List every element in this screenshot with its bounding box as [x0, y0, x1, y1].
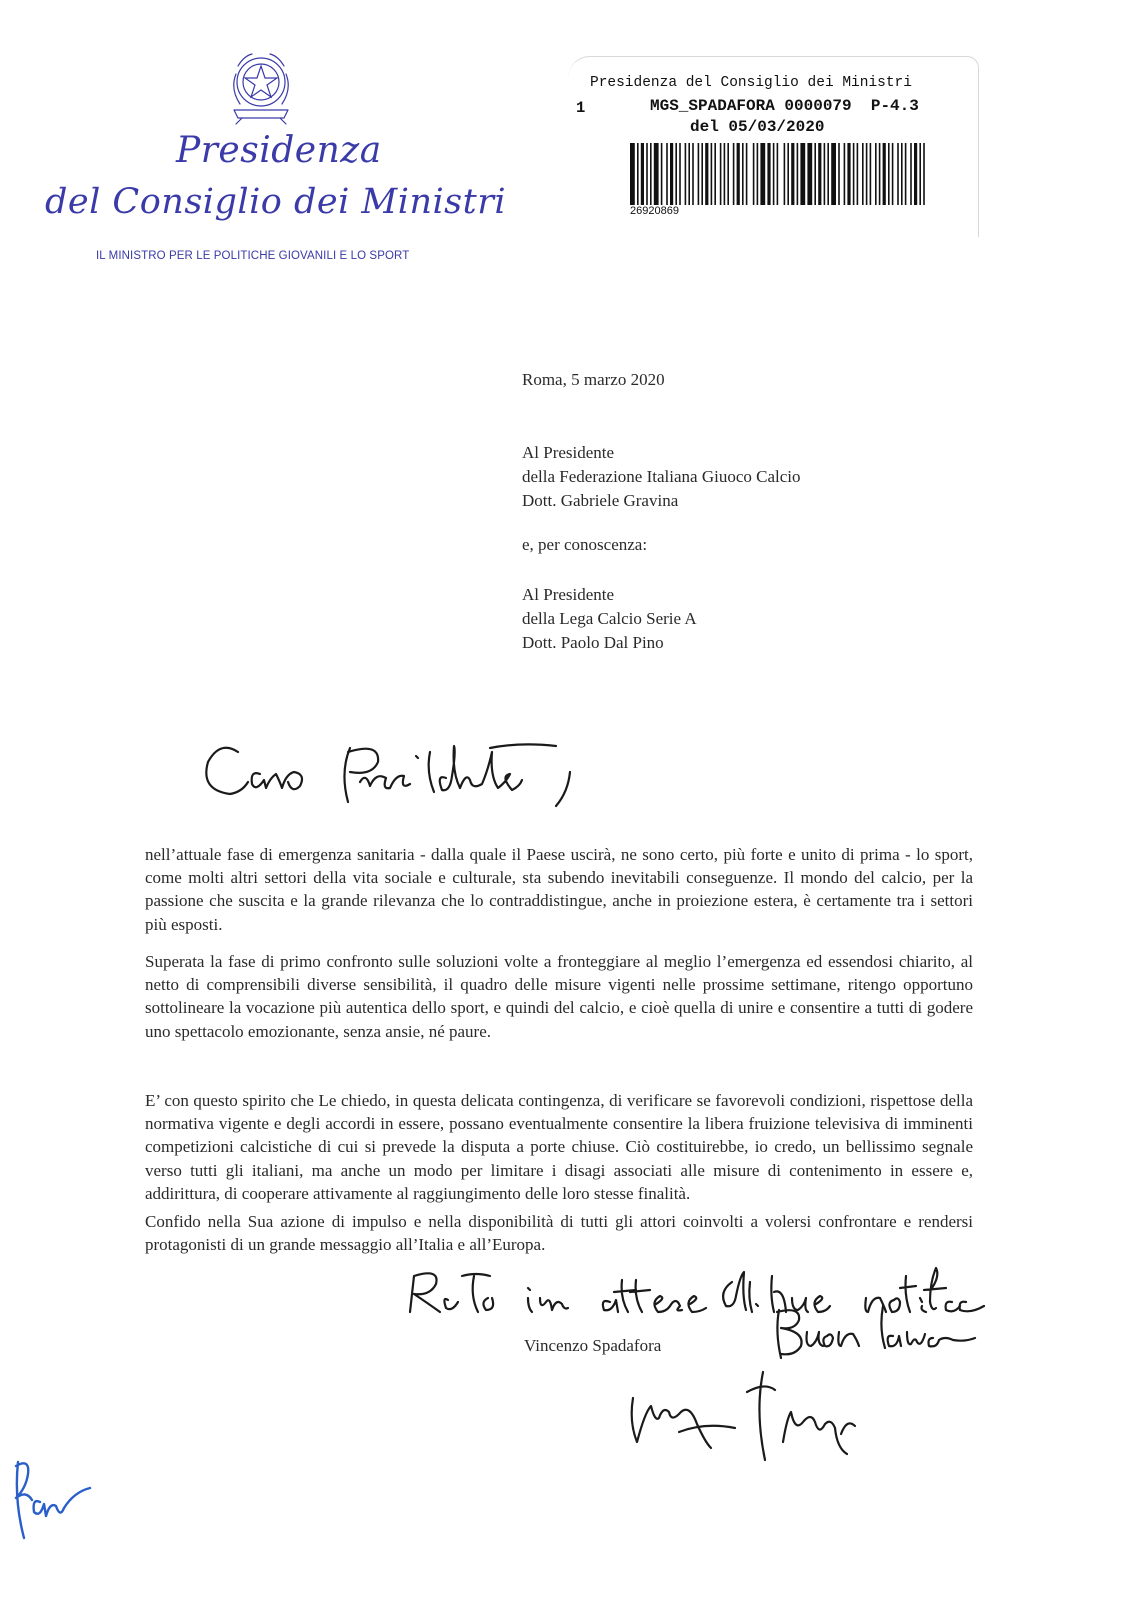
- signer-name: Vincenzo Spadafora: [524, 1336, 662, 1355]
- letterhead-title-line2: del Consiglio dei Ministri: [45, 182, 507, 222]
- recipient-line: della Federazione Italiana Giuoco Calcio: [522, 467, 801, 486]
- body-paragraph: Confido nella Sua azione di impulso e nella disponibilità di tutti gli attori coinvolti a volersi confrontare e rendersi protagonisti di un grande messaggio all’Italia e all’Europa.: [145, 1212, 973, 1255]
- recipient-line: Al Presidente: [522, 443, 615, 462]
- barcode-number: 26920869: [630, 205, 679, 217]
- cc-recipient-line: Dott. Paolo Dal Pino: [522, 633, 664, 652]
- handwritten-wish: [765, 1302, 985, 1362]
- margin-initials: [10, 1450, 100, 1550]
- handwritten-salutation: [190, 712, 590, 812]
- recipient-line: Dott. Gabriele Gravina: [522, 491, 679, 510]
- cc-recipient-line: Al Presidente: [522, 585, 615, 604]
- italian-republic-emblem-icon: [222, 44, 300, 126]
- recipient-block: [522, 441, 801, 513]
- barcode: [630, 143, 926, 205]
- protocol-copy-number: 1: [576, 99, 586, 117]
- protocol-date: del 05/03/2020: [690, 118, 825, 136]
- cc-label: e, per conoscenza:: [522, 535, 648, 554]
- protocol-number: MGS_SPADAFORA 0000079 P-4.3: [650, 97, 919, 115]
- protocol-office: Presidenza del Consiglio dei Ministri: [590, 75, 912, 91]
- letterhead-subtitle: IL MINISTRO PER LE POLITICHE GIOVANILI E LO SPORT: [96, 250, 410, 262]
- body-paragraph: nell’attuale fase di emergenza sanitaria - dalla quale il Paese uscirà, ne sono certo, più forte e unito di prima - lo sport, come molti altri settori della vita sociale e culturale, sta subendo inevitabili conseguenze. Il mondo del calcio, per la passione che suscita e la grande rilevanza che lo contraddistingue, anche in proiezione estera, è certamente tra i settori più esposti.: [145, 845, 973, 934]
- cc-recipient-line: della Lega Calcio Serie A: [522, 609, 697, 628]
- letterhead-title-line1: Presidenza: [176, 130, 382, 171]
- place-date: Roma, 5 marzo 2020: [522, 370, 665, 389]
- cc-recipient-block: [522, 583, 697, 655]
- handwritten-signature: [615, 1362, 915, 1462]
- body-paragraph: E’ con questo spirito che Le chiedo, in questa delicata contingenza, di verificare se favorevoli condizioni, rispettose della normativa vigente e degli accordi in essere, possano eventualmente consentire la libera fruizione televisiva di imminenti competizioni calcistiche di cui si prevede la disputa a porte chiuse. Ciò costituirebbe, io credo, un bellissimo segnale verso tutti gli italiani, ma anche un modo per limitare i disagi associati alle misure di contenimento in essere e, addirittura, di cooperare attivamente al raggiungimento delle loro stesse finalità.: [145, 1091, 973, 1203]
- body-paragraph: Superata la fase di primo confronto sulle soluzioni volte a fronteggiare al meglio l’emergenza ed essendosi chiarito, al netto di comprensibili diverse sensibilità, il quadro delle misure vigenti nelle prossime settimane, ritengo opportuno sottolineare la vocazione più autentica dello sport, e quindi del calcio, e cioè quella di unire e consentire a tutti di godere uno spettacolo emozionante, senza ansie, né paure.: [145, 952, 973, 1041]
